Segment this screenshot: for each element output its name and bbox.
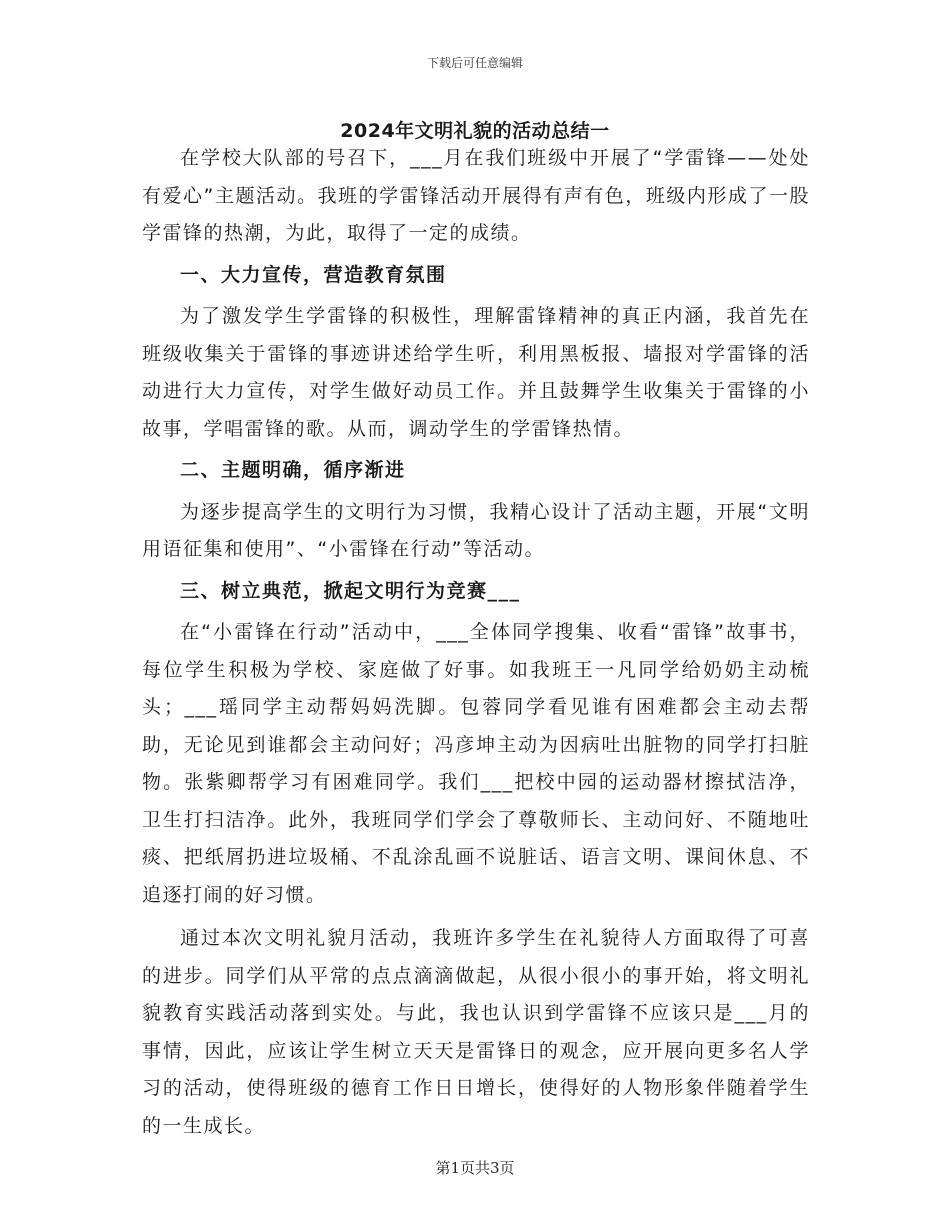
page-header: 下载后可任意编辑 — [426, 56, 523, 70]
page-footer: 第1页共3页 — [435, 1159, 515, 1177]
document-body — [142, 140, 810, 1145]
section-heading-1: 一、大力宣传，营造教育氛围 — [180, 263, 447, 286]
paragraph-section-1: 为了激发学生学雷锋的积极性，理解雷锋精神的真正内涵，我首先在班级收集关于雷锋的事迹讲述给学生听，利用黑板报、墙报对学雷锋的活动进行大力宣传，对学生做好动员工作。并且鼓舞学生收集关于雷锋的小故事，学唱雷锋的歌。从而，调动学生的学雷锋热情。 — [142, 305, 810, 440]
paragraph-section-2: 为逐步提高学生的文明行为习惯，我精心设计了活动主题，开展“文明用语征集和使用”、“小雷锋在行动”等活动。 — [142, 500, 810, 560]
paragraph-intro: 在学校大队部的号召下，___月在我们班级中开展了“学雷锋——处处有爱心”主题活动。我班的学雷锋活动开展得有声有色，班级内形成了一股学雷锋的热潮，为此，取得了一定的成绩。 — [142, 147, 810, 244]
section-heading-2: 二、主题明确，循序渐进 — [180, 459, 406, 481]
document-title: 2024年文明礼貌的活动总结一 — [340, 120, 610, 142]
paragraph-conclusion: 通过本次文明礼貌月活动，我班许多学生在礼貌待人方面取得了可喜的进步。同学们从平常的点点滴滴做起，从很小很小的事开始，将文明礼貌教育实践活动落到实处。与此，我也认识到学雷锋不应该只是___月的事情，因此，应该让学生树立天天是雷锋日的观念，应开展向更多名人学习的活动，使得班级的德育工作日日增长，使得好的人物形象伴随着学生的一生成长。 — [142, 927, 810, 1137]
section-heading-3: 三、树立典范，掀起文明行为竞赛___ — [180, 579, 521, 602]
paragraph-section-3: 在“小雷锋在行动”活动中，___全体同学搜集、收看“雷锋”故事书，每位学生积极为学校、家庭做了好事。如我班王一凡同学给奶奶主动梳头；___瑶同学主动帮妈妈洗脚。包蓉同学看见谁有困难都会主动去帮助，无论见到谁都会主动问好；冯彦坤主动为因病吐出脏物的同学打扫脏物。张紫卿帮学习有困难同学。我们___把校中园的运动器材擦拭洁净，卫生打扫洁净。此外，我班同学们学会了尊敬师长、主动问好、不随地吐痰、把纸屑扔进垃圾桶、不乱涂乱画不说脏话、语言文明、课间休息、不追逐打闹的好习惯。 — [142, 621, 810, 906]
